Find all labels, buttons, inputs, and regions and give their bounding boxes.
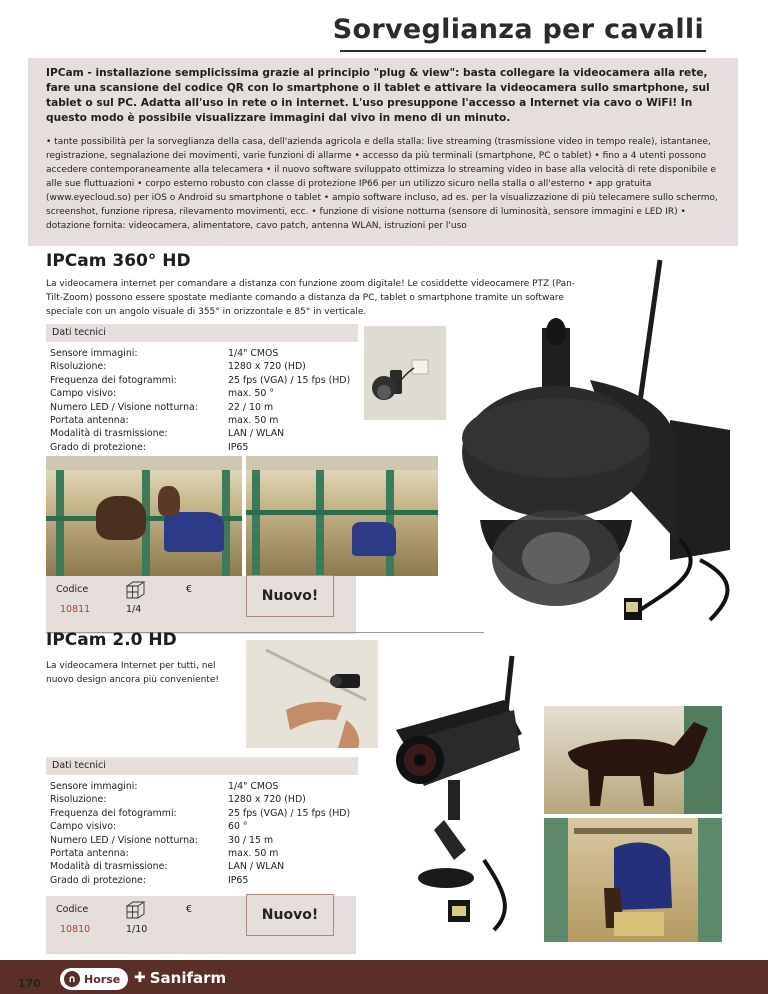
spec-value: 1/4" CMOS: [228, 781, 279, 792]
spec-value: 25 fps (VGA) / 15 fps (HD): [228, 374, 351, 386]
article-code: 10811: [60, 604, 91, 615]
spec-value: 22 / 10 m: [228, 401, 274, 413]
spec-value: max. 50 m: [228, 848, 279, 860]
spec-value: 25 fps (VGA) / 15 fps (HD): [228, 807, 351, 819]
spec-value: IP65: [228, 874, 249, 886]
new-badge: Nuovo!: [246, 575, 334, 617]
currency-label: €: [186, 584, 193, 595]
spec-row: [46, 414, 358, 427]
spec-label: Frequenza dei fotogrammi:: [50, 807, 177, 819]
spec-value: max. 50 °: [228, 388, 274, 400]
intro-lead-text: IPCam - installazione semplicissima grazie al principio "plug & view": basta collegare la videocamera alla rete, fare una scansione del codice QR con lo smartphone o il tablet e attivare la videocamera sullo smartphone, sul tablet o sul PC. Adatta all'uso in rete o in internet. L'uso presuppone l'accesso a Internet via cavo o WiFi! In questo modo è possibile visualizzare immagini dal vivo in meno di un minuto.: [46, 67, 710, 124]
spec-label: Portata antenna:: [50, 415, 129, 427]
spec-value: 30 / 15 m: [228, 834, 274, 846]
horse-photo-blanket: [544, 818, 722, 942]
spec-value: IP65: [228, 441, 249, 453]
spec-row: [46, 807, 358, 820]
spec-label: Sensore immagini:: [50, 781, 138, 792]
page-title: Sorveglianza per cavalli: [332, 14, 704, 45]
spec-label: Campo visivo:: [50, 388, 117, 400]
spec-label: Risoluzione:: [50, 794, 107, 806]
spec-row: [46, 793, 358, 806]
spec-value: LAN / WLAN: [228, 428, 285, 440]
stable-photo-left: [46, 456, 242, 576]
spec-label: Numero LED / Visione notturna:: [50, 834, 198, 846]
horse-photo-bay: [544, 706, 722, 814]
page-number: 170: [18, 977, 41, 990]
camera-installation-photo: [246, 640, 378, 748]
spec-value: max. 50 m: [228, 415, 279, 427]
bullet-camera-product-photo: [384, 650, 544, 940]
spec-label: Portata antenna:: [50, 848, 129, 860]
wall-mounted-camera-photo: [364, 326, 446, 420]
spec-value: 1/4" CMOS: [228, 348, 279, 359]
spec-label: Modalità di trasmissione:: [50, 428, 168, 440]
spec-heading: Dati tecnici: [46, 324, 358, 342]
sanifarm-cross-icon: ✚: [134, 970, 146, 986]
spec-value: 1280 x 720 (HD): [228, 361, 306, 373]
spec-row: [46, 820, 358, 833]
sanifarm-brand-logo: [134, 969, 226, 987]
spec-value: 1280 x 720 (HD): [228, 794, 306, 806]
code-label: Codice: [56, 584, 89, 595]
intro-features-text: • tante possibilità per la sorveglianza della casa, dell'azienda agricola e della stalla: live streaming (trasmissione video in tempo reale), istantanee, registrazione, segnalazione dei movimenti, varie funzioni di allarme • accesso da più terminali (smartphone, PC o tablet) • fino a 4 utenti possono accedere contemporaneamente alla telecamera • il nuovo software sviluppato ottimizza lo streaming video in base alla velocità di rete disponibile e alle sue fluttuazioni • corpo esterno robusto con classe di protezione IP66 per un utilizzo sicuro nella stalla o all'esterno • app gratuita (www.eyecloud.so) per iOS o Android su smartphone o tablet • ampio software incluso, ad es. per la visualizzazione di più telecamere sullo schermo, screenshot, funzione ripresa, rilevamento movimenti, ecc. • funzione di visione notturna (sensore di luminosità, sensore immagini e LED IR) • dotazione fornita: videocamera, alimentatore, cavo patch, antenna WLAN, istruzioni per l'uso: [46, 137, 718, 231]
article-code: 10810: [60, 924, 91, 935]
spec-table-ipcam-2: [46, 757, 358, 887]
spec-label: Sensore immagini:: [50, 348, 138, 359]
spec-label: Campo visivo:: [50, 821, 117, 833]
intro-panel: [28, 58, 738, 246]
spec-row: [46, 374, 358, 387]
spec-label: Frequenza dei fotogrammi:: [50, 374, 177, 386]
product-title-ipcam-360: IPCam 360° HD: [46, 251, 191, 271]
pack-quantity: 1/4: [126, 604, 142, 615]
code-label: Codice: [56, 904, 89, 915]
sanifarm-brand-text: Sanifarm: [149, 969, 227, 987]
spec-row: [46, 847, 358, 860]
spec-row: [46, 874, 358, 887]
package-cube-icon: [124, 900, 146, 920]
horse-logo-icon: ∩: [64, 971, 80, 987]
package-cube-icon: [124, 580, 146, 600]
spec-row: [46, 401, 358, 414]
new-badge: Nuovo!: [246, 894, 334, 936]
spec-row: [46, 347, 358, 360]
spec-row: [46, 860, 358, 873]
stable-photo-right: [246, 456, 438, 576]
spec-label: Numero LED / Visione notturna:: [50, 401, 198, 413]
spec-row: [46, 427, 358, 440]
spec-label: Risoluzione:: [50, 361, 107, 373]
horse-brand-text: Horse: [84, 972, 121, 986]
currency-label: €: [186, 904, 193, 915]
spec-row: [46, 441, 358, 454]
spec-label: Modalità di trasmissione:: [50, 861, 168, 873]
product-title-ipcam-2: IPCam 2.0 HD: [46, 630, 177, 650]
ptz-camera-product-photo: [440, 240, 752, 640]
pack-quantity: 1/10: [126, 924, 148, 935]
spec-label: Grado di protezione:: [50, 874, 146, 886]
product-description-ipcam-2: La videocamera Internet per tutti, nel nuovo design ancora più conveniente!: [46, 661, 219, 685]
spec-label: Grado di protezione:: [50, 441, 146, 453]
spec-value: 60 °: [228, 821, 248, 833]
spec-row: [46, 780, 358, 793]
title-underline: [340, 50, 706, 52]
spec-row: [46, 387, 358, 400]
product-description-ipcam-360: La videocamera internet per comandare a distanza con funzione zoom digitale! Le cosiddette videocamere PTZ (Pan-Tilt-Zoom) possono essere spostate mediante comando a distanza da PC, tablet o smartphone tramite un software speciale con un angolo visuale di 355° in orizzontale e 85° in verticale.: [46, 279, 576, 317]
spec-row: [46, 360, 358, 373]
spec-row: [46, 834, 358, 847]
spec-value: LAN / WLAN: [228, 861, 285, 873]
spec-heading: Dati tecnici: [46, 757, 358, 775]
spec-table-ipcam-360: [46, 324, 358, 454]
horse-brand-logo: [60, 968, 128, 990]
